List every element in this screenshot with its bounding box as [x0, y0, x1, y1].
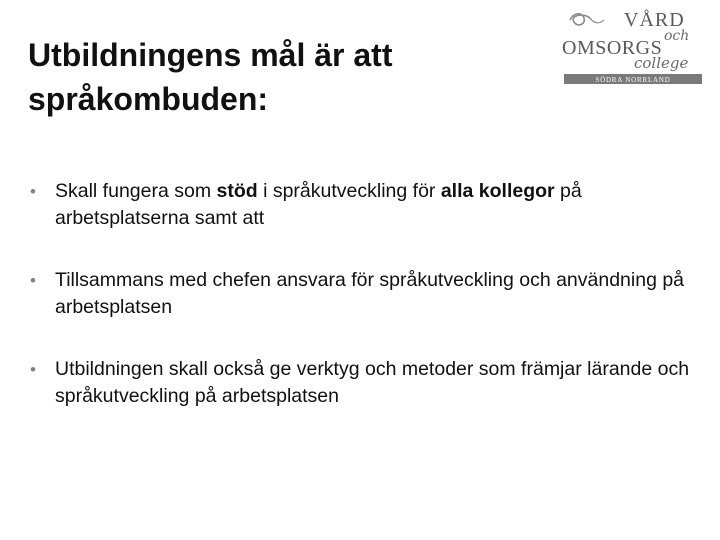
bullet-1-bold-1: stöd: [216, 180, 258, 202]
bullet-item-2: [28, 267, 708, 321]
bullet-icon: •: [30, 182, 36, 201]
vard-och-omsorgscollege-logo: [560, 4, 705, 86]
bullet-3-text: Utbildningen skall också ge verktyg och metoder som främjar lärande och språkutveckling på arbetsplatsen: [55, 358, 690, 407]
bullet-2-text: Tillsammans med chefen ansvara för språkutveckling och användning på arbetsplatsen: [55, 269, 685, 318]
bullet-icon: •: [30, 360, 36, 379]
bullet-1-bold-2: alla kollegor: [440, 180, 555, 202]
title-line-2: språkombuden:: [28, 81, 269, 117]
bullet-1-part-1: Skall fungera som: [55, 180, 217, 202]
logo-word-omsorgs: OMSORGS: [562, 37, 663, 59]
logo-swirl-icon: [570, 14, 604, 25]
logo-word-vard: VÅRD: [624, 9, 685, 31]
logo-word-college: college: [634, 54, 689, 72]
logo-word-och: och: [664, 28, 690, 44]
bullet-item-1: [28, 178, 708, 232]
bullet-item-3: [28, 356, 708, 410]
bullet-1-part-2: i språkutveckling för: [257, 180, 441, 202]
logo-band-text: SÖDRA NORRLAND: [595, 76, 671, 84]
bullet-list: [28, 178, 708, 445]
bullet-1-part-3: på arbetsplatserna samt att: [55, 180, 582, 229]
bullet-1-text: [55, 180, 582, 229]
bullet-icon: •: [30, 271, 36, 290]
title-line-1: Utbildningens mål är att: [28, 37, 393, 73]
slide-title: [28, 33, 528, 121]
